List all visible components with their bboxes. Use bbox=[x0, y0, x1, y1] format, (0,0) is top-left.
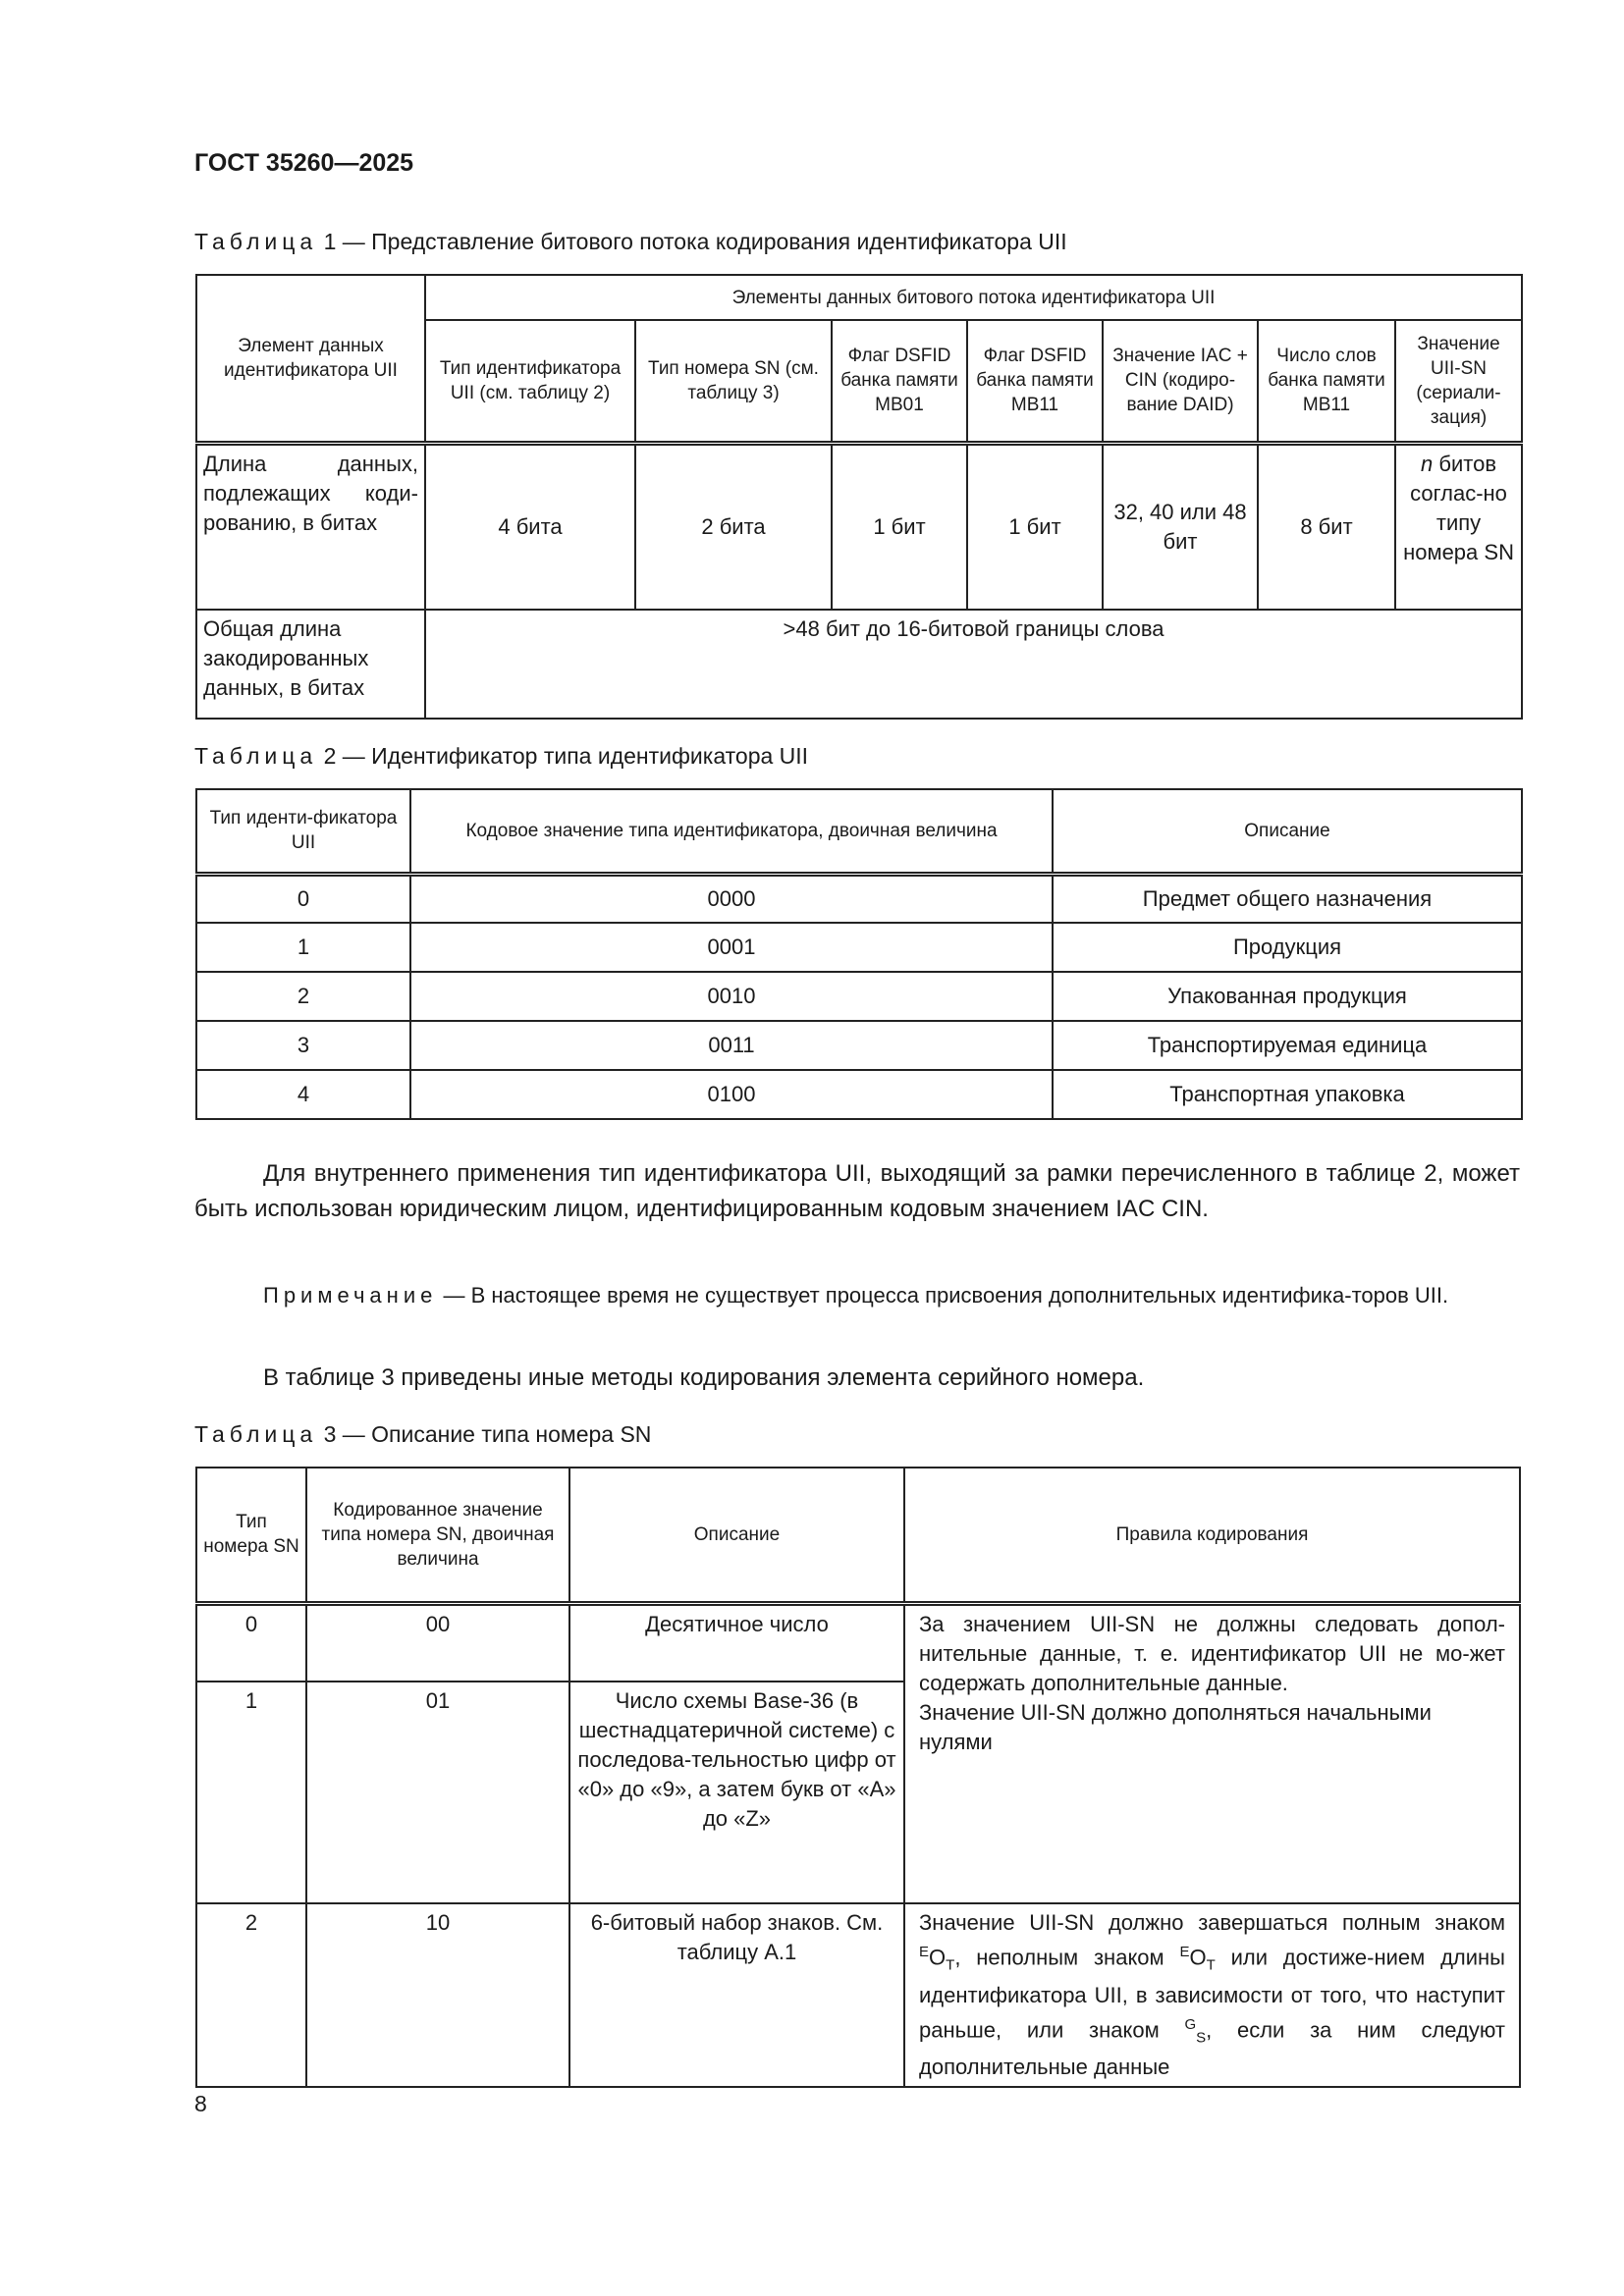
table-row bbox=[196, 874, 1522, 923]
caption-text: 1 — Представление битового потока кодирования идентификатора UII bbox=[317, 229, 1067, 254]
table2-caption bbox=[194, 743, 808, 770]
row-label: Общая длина закодированных данных, в битах bbox=[196, 610, 425, 719]
cell: 4 bbox=[196, 1070, 410, 1119]
cell: 01 bbox=[306, 1682, 569, 1903]
caption-text: 2 — Идентификатор типа идентификатора UII bbox=[317, 743, 809, 769]
cell: 4 бита bbox=[425, 443, 635, 610]
cell: 00 bbox=[306, 1603, 569, 1682]
cell: 2 bbox=[196, 972, 410, 1021]
caption-word: Таблица bbox=[194, 743, 318, 769]
table-row bbox=[196, 1070, 1522, 1119]
cell: 6-битовый набор знаков. См. таблицу А.1 bbox=[569, 1903, 904, 2087]
rule-text: Значение UII-SN должно дополняться начальными нулями bbox=[919, 1699, 1432, 1754]
cell: 10 bbox=[306, 1903, 569, 2087]
table-row bbox=[196, 1021, 1522, 1070]
col-header: Кодовое значение типа идентификатора, двоичная величина bbox=[410, 789, 1053, 874]
table3-caption bbox=[194, 1421, 651, 1448]
table-row bbox=[196, 923, 1522, 972]
eot-symbol: E bbox=[919, 1944, 930, 1960]
cell: 1 бит bbox=[967, 443, 1103, 610]
cell: Продукция bbox=[1053, 923, 1522, 972]
italic-n: n bbox=[1421, 451, 1434, 476]
cell: 1 бит bbox=[832, 443, 967, 610]
cell: 32, 40 или 48 бит bbox=[1103, 443, 1258, 610]
col-header: Описание bbox=[1053, 789, 1522, 874]
cell bbox=[1395, 443, 1522, 610]
cell: Число схемы Base-36 (в шестнадцатеричной системе) с последова-тельностью цифр от «0» до «9», а затем букв от «A» до «Z» bbox=[569, 1682, 904, 1903]
cell: Транспортная упаковка bbox=[1053, 1070, 1522, 1119]
cell: Упакованная продукция bbox=[1053, 972, 1522, 1021]
caption-word: Таблица bbox=[194, 229, 318, 254]
table3 bbox=[195, 1467, 1521, 2088]
rule-text: За значением UII-SN не должны следовать допол-нительные данные, т. е. идентификатор UII не мо-жет содержать дополнительные данные. bbox=[919, 1611, 1505, 1695]
cell: 2 bbox=[196, 1903, 306, 2087]
col-header: Описание bbox=[569, 1468, 904, 1603]
paragraph: В таблице 3 приведены иные методы кодирования элемента серийного номера. bbox=[263, 1364, 1145, 1391]
caption-text: 3 — Описание типа номера SN bbox=[317, 1421, 652, 1447]
col-header: Кодированное значение типа номера SN, двоичная величина bbox=[306, 1468, 569, 1603]
note bbox=[194, 1279, 1520, 1311]
rule-text: Значение UII-SN должно завершаться полным знаком bbox=[919, 1910, 1505, 1935]
cell-text: битов соглас-но типу номера SN bbox=[1403, 451, 1514, 564]
gs-symbol: S bbox=[1196, 2029, 1207, 2047]
col-header: Тип номера SN (см. таблицу 3) bbox=[635, 320, 832, 443]
cell: 3 bbox=[196, 1021, 410, 1070]
group-header: Элементы данных битового потока идентификатора UII bbox=[425, 275, 1522, 320]
cell: 0 bbox=[196, 874, 410, 923]
rule-text: или достиже-нием длины идентификатора UII, в зависимости от того, что наступит раньше, или знаком bbox=[919, 1945, 1505, 2043]
cell: 0100 bbox=[410, 1070, 1053, 1119]
table1 bbox=[195, 274, 1523, 720]
rule-text: , если за ним следуют дополнительные данные bbox=[919, 2017, 1505, 2080]
col-header: Значение UII-SN (сериали-зация) bbox=[1395, 320, 1522, 443]
eot-symbol: T bbox=[1206, 1956, 1216, 1974]
cell: Транспортируемая единица bbox=[1053, 1021, 1522, 1070]
col-header: Значение IAC + CIN (кодиро-вание DAID) bbox=[1103, 320, 1258, 443]
eot-symbol: O bbox=[1189, 1945, 1207, 1970]
cell: 0011 bbox=[410, 1021, 1053, 1070]
paragraph: Для внутреннего применения тип идентификатора UII, выходящий за рамки перечисленного в таблице 2, может быть использован юридическим лицом, идентифицированным кодовым значением IAC CIN. bbox=[194, 1160, 1520, 1222]
col-header: Флаг DSFID банка памяти MB01 bbox=[832, 320, 967, 443]
note-text: — В настоящее время не существует процесса присвоения дополнительных идентифика-торов UII. bbox=[437, 1283, 1449, 1308]
table1-caption bbox=[194, 229, 1067, 255]
cell: 1 bbox=[196, 1682, 306, 1903]
rule-cell bbox=[904, 1903, 1520, 2087]
col-header: Тип идентификатора UII (см. таблицу 2) bbox=[425, 320, 635, 443]
caption-word: Таблица bbox=[194, 1421, 318, 1447]
note-label: Примечание bbox=[263, 1283, 438, 1308]
col-header: Число слов банка памяти MB11 bbox=[1258, 320, 1395, 443]
cell: Предмет общего назначения bbox=[1053, 874, 1522, 923]
eot-symbol: O bbox=[929, 1945, 947, 1970]
page-number: 8 bbox=[194, 2091, 207, 2116]
document-title: ГОСТ 35260—2025 bbox=[194, 149, 414, 177]
row-header-cell: Элемент данных идентификатора UII bbox=[196, 275, 425, 443]
cell: Десятичное число bbox=[569, 1603, 904, 1682]
row-label: Длина данных, подлежащих коди-рованию, в битах bbox=[196, 443, 425, 610]
eot-symbol: E bbox=[1179, 1944, 1190, 1960]
cell: 8 бит bbox=[1258, 443, 1395, 610]
rule-text: , неполным знаком bbox=[954, 1945, 1180, 1970]
col-header: Флаг DSFID банка памяти MB11 bbox=[967, 320, 1103, 443]
cell: 0010 bbox=[410, 972, 1053, 1021]
table2 bbox=[195, 788, 1523, 1120]
cell: 1 bbox=[196, 923, 410, 972]
eot-symbol: T bbox=[946, 1956, 955, 1974]
cell: 0001 bbox=[410, 923, 1053, 972]
col-header: Правила кодирования bbox=[904, 1468, 1520, 1603]
cell: >48 бит до 16-битовой границы слова bbox=[425, 610, 1522, 719]
table-row bbox=[196, 1903, 1520, 2087]
cell: 2 бита bbox=[635, 443, 832, 610]
col-header: Тип номера SN bbox=[196, 1468, 306, 1603]
table-row bbox=[196, 1603, 1520, 1682]
rule-cell bbox=[904, 1603, 1520, 1903]
cell: 0 bbox=[196, 1603, 306, 1682]
table-row bbox=[196, 972, 1522, 1021]
gs-symbol: G bbox=[1184, 2015, 1197, 2033]
col-header: Тип иденти-фикатора UII bbox=[196, 789, 410, 874]
cell: 0000 bbox=[410, 874, 1053, 923]
